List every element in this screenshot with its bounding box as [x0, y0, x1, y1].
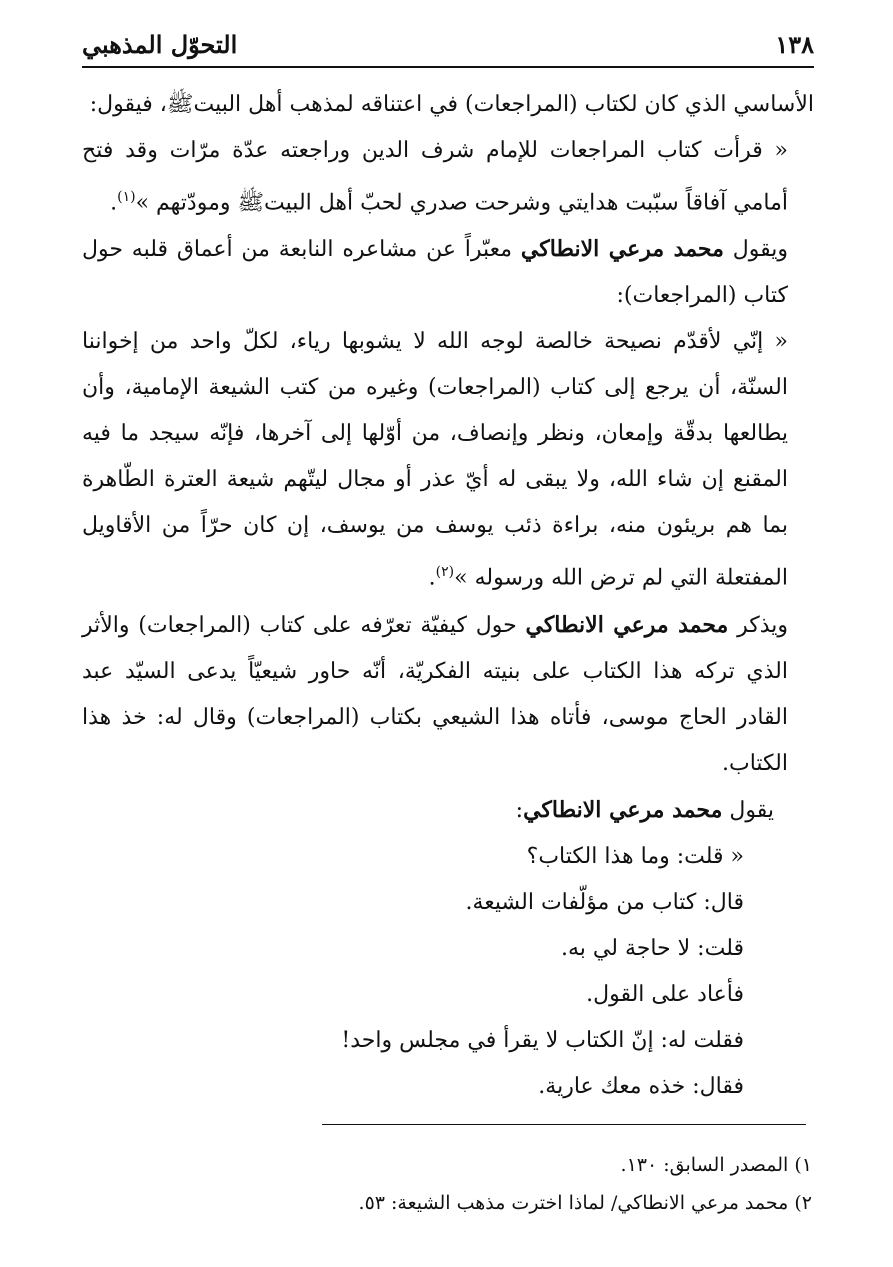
dialogue-line: قلت: لا حاجة لي به. [561, 935, 744, 961]
footnote-marker-2[interactable]: (٢) [435, 564, 455, 581]
paragraph-4 [82, 319, 814, 601]
paragraph-5 [82, 602, 814, 787]
dialogue-line: فأعاد على القول. [586, 981, 744, 1007]
dialogue-line: قال: كتاب من مؤلّفات الشيعة. [465, 889, 744, 915]
author-name: محمد مرعي الانطاكي [523, 796, 723, 823]
text-run: حول كيفيّة تعرّفه على كتاب (المراجعات) والأثر الذي تركه هذا الكتاب على بنيته الفكريّة، أنّه حاور شيعيّاً يدعى السيّد عبد القادر الحاج موسى، فأتاه هذا الشيعي بكتاب (المراجعات) وقال له: خذ هذا الكتاب. [82, 612, 788, 776]
dialogue-line: « قلت: وما هذا الكتاب؟ [526, 843, 744, 869]
dialogue-line: فقال: خذه معك عارية. [538, 1073, 744, 1099]
footnote-marker-1[interactable]: (١) [117, 189, 136, 205]
footnote-divider [322, 1124, 806, 1125]
text-run: : [515, 797, 524, 823]
text-run: ويذكر [728, 612, 788, 638]
quote-text: « قرأت كتاب المراجعات للإمام شرف الدين وراجعته عدّة مرّات وقد فتح أمامي آفاقاً سبّبت هدايتي وشرحت صدري لحبّ أهل البيتﷺ ومودّتهم » [82, 138, 788, 216]
footnote-2: ٢) محمد مرعي الانطاكي/ لماذا اخترت مذهب الشيعة: ٥٣. [358, 1192, 812, 1214]
running-title: التحوّل المذهبي [82, 30, 238, 59]
dialogue-intro [82, 787, 774, 834]
paragraph-3 [82, 226, 814, 319]
dialogue-line: فقلت له: إنّ الكتاب لا يقرأ في مجلس واحد! [341, 1027, 744, 1053]
text-run: معبّراً عن مشاعره النابعة من أعماق قلبه حول كتاب (المراجعات): [82, 237, 788, 309]
paragraph-2 [82, 128, 814, 226]
page-number: ١٣٨ [775, 30, 814, 59]
dialogue-block [82, 787, 814, 1110]
page-header [82, 30, 814, 64]
text-run: يقول [722, 797, 774, 823]
punctuation: . [110, 190, 118, 216]
author-name: محمد مرعي الانطاكي [520, 236, 724, 263]
main-text [82, 82, 814, 1110]
header-divider [82, 66, 814, 68]
quote-text: « إنّي لأقدّم نصيحة خالصة لوجه الله لا يشوبها رياء، لكلّ واحد من إخواننا السنّة، أن يرجع إلى كتاب (المراجعات) وغيره من كتب الشيعة الإمامية، وأن يطالعها بدقّة وإمعان، ونظر وإنصاف، من أوّلها إلى آخرها، فإنّه سيجد ما فيه المقنع إن شاء الله، ولا يبقى له أيّ عذر أو مجال ليتّهم شيعة العترة الطّاهرة بما هم بريئون منه، براءة ذئب يوسف من يوسف، إن كان حرّاً من الأقاويل المفتعلة التي لم ترض الله ورسوله » [82, 329, 788, 591]
author-name: محمد مرعي الانطاكي [525, 611, 729, 638]
footnote-1: ١) المصدر السابق: ١٣٠. [620, 1154, 812, 1176]
paragraph-1: الأساسي الذي كان لكتاب (المراجعات) في اعتناقه لمذهب أهل البيتﷺ، فيقول: [89, 92, 814, 117]
punctuation: . [428, 565, 436, 591]
text-run: ويقول [723, 237, 788, 263]
footnotes [82, 1146, 812, 1222]
